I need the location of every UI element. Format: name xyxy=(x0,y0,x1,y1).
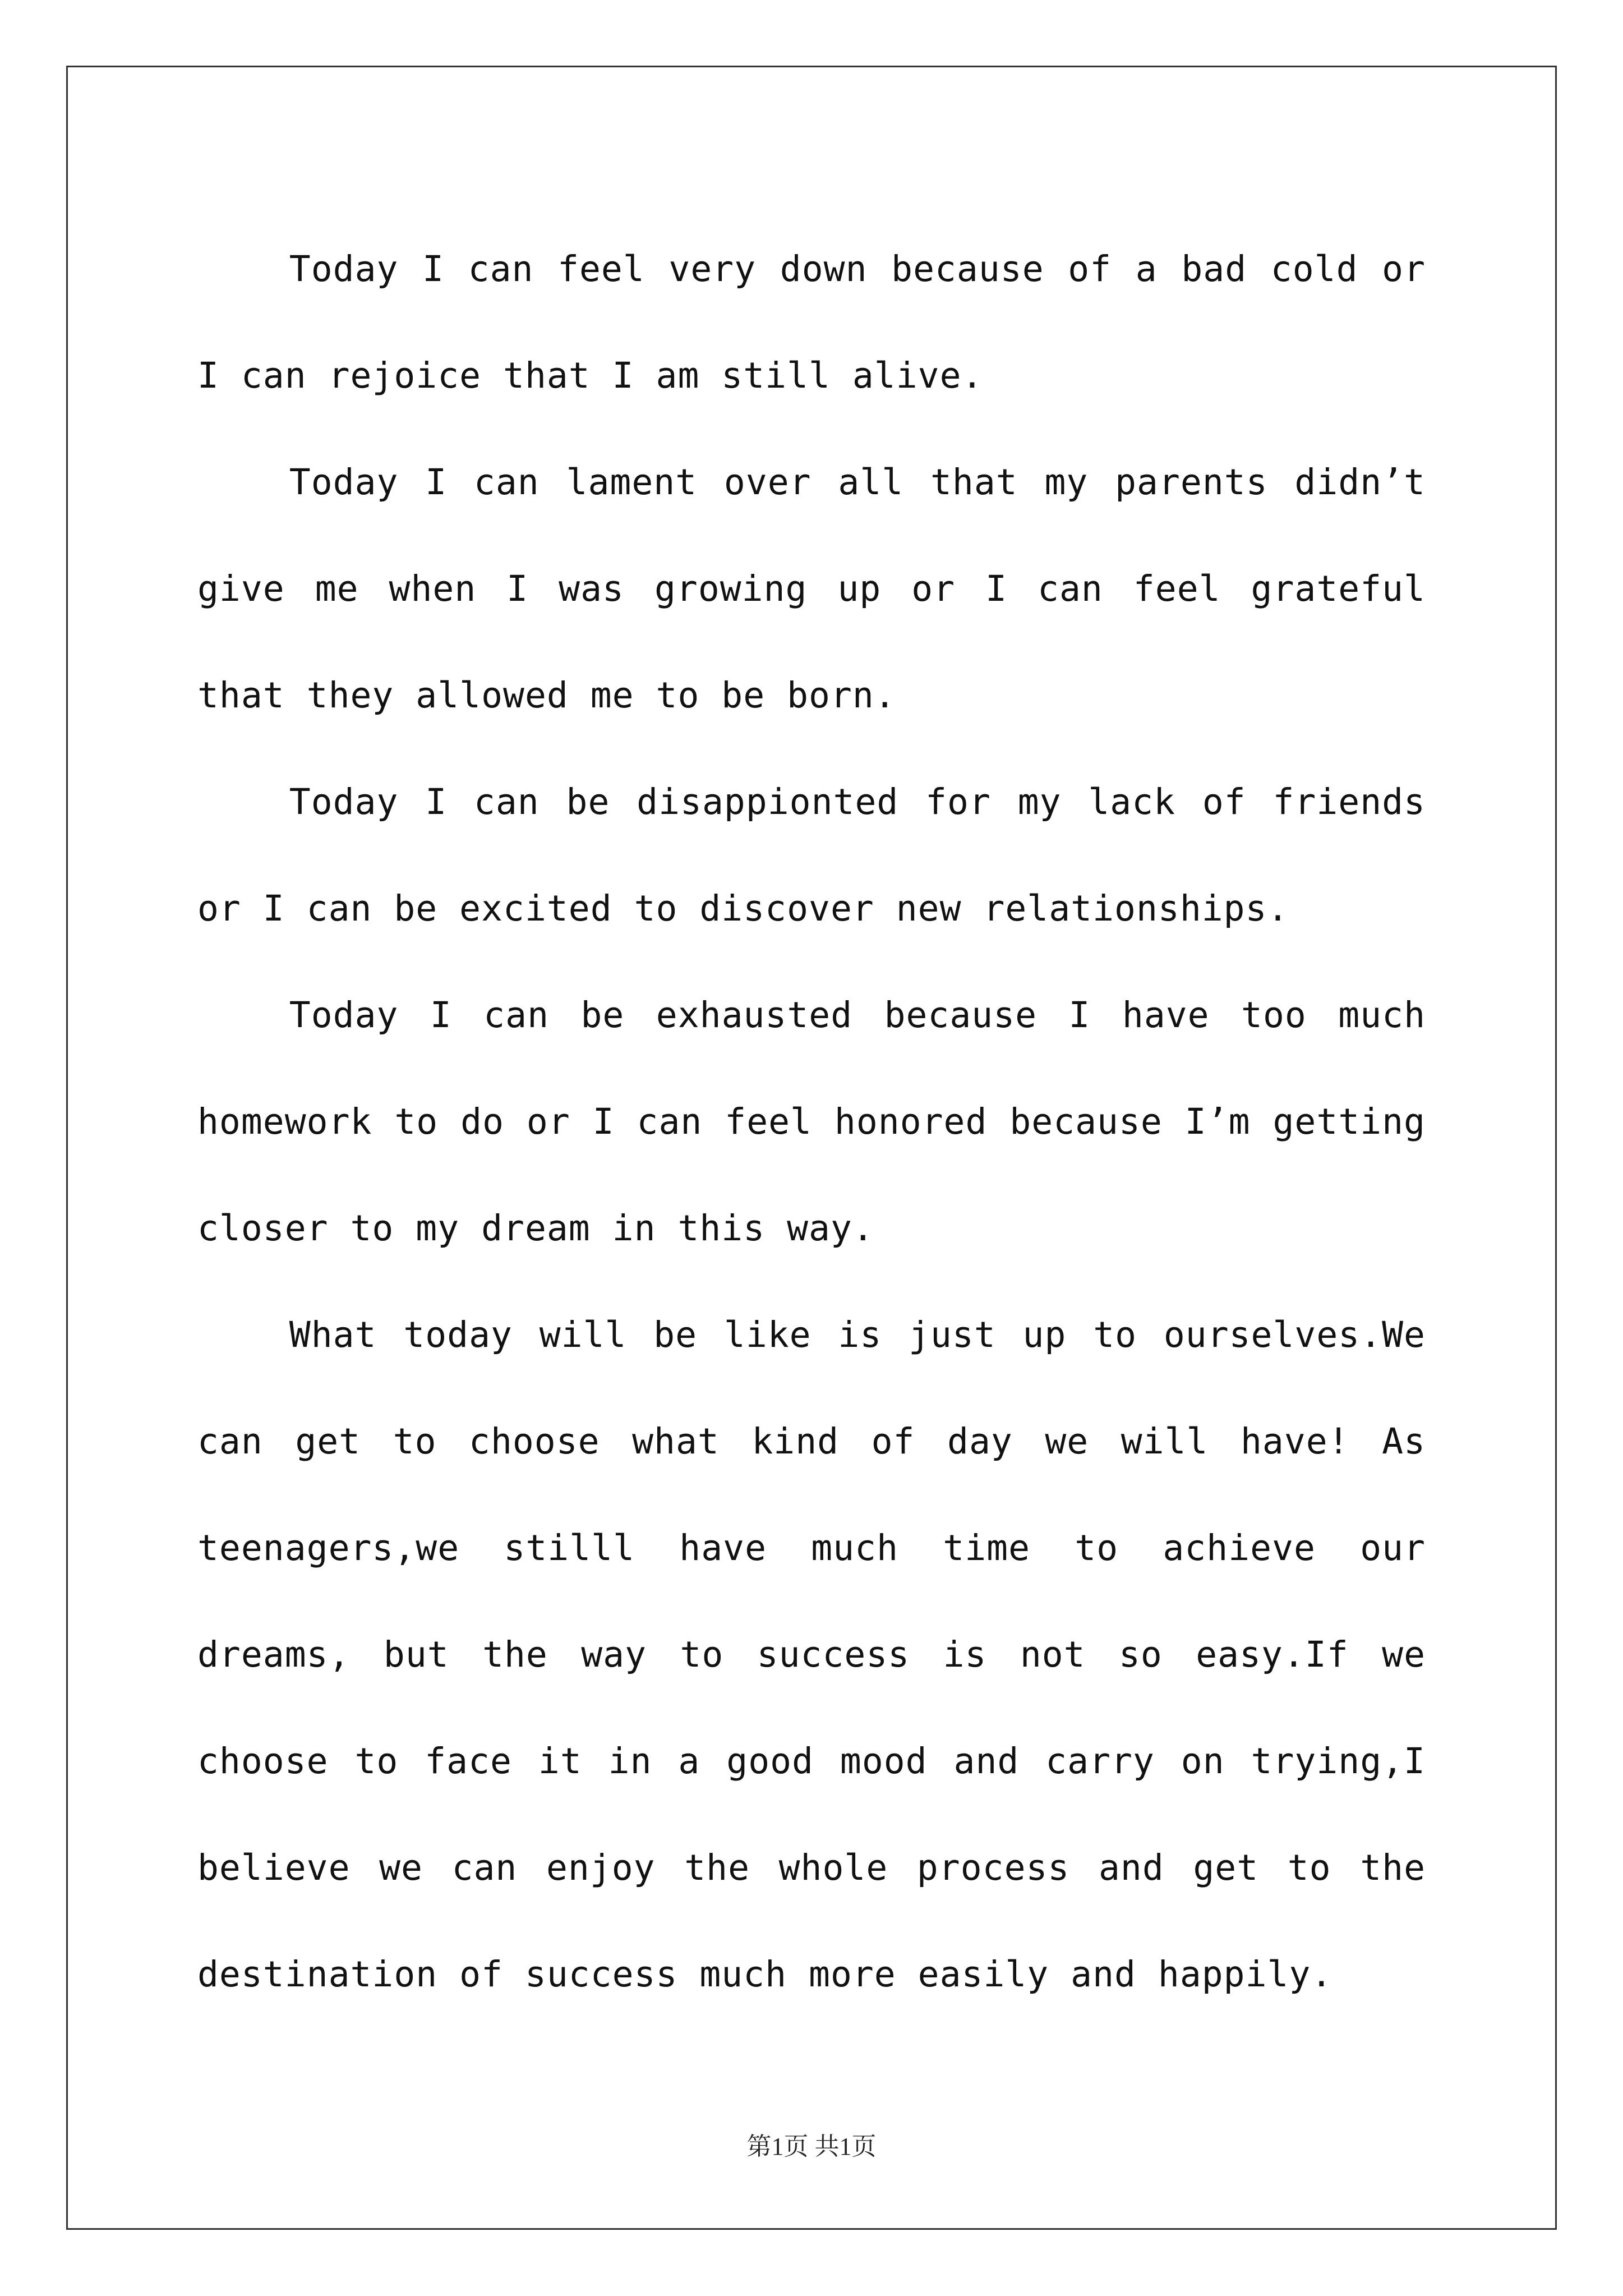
paragraph-4: Today I can be exhausted because I have too much homework to do or I can feel honored because I’m getting closer to my dream in this way. xyxy=(197,995,1426,1249)
paragraph-3: Today I can be disappionted for my lack of friends or I can be excited to discover new relationships. xyxy=(197,781,1426,929)
paragraph-1: Today I can feel very down because of a bad cold or I can rejoice that I am still alive. xyxy=(197,249,1426,396)
paragraph-2: Today I can lament over all that my parents didn’t give me when I was growing up or I can feel grateful that they allowed me to be born. xyxy=(197,462,1426,716)
page-number-footer: 第1页 共1页 xyxy=(746,2133,877,2160)
paragraph-5: What today will be like is just up to ourselves.We can get to choose what kind of day we will have! As teenagers,we stilll have much time to achieve our dreams, but the way to success is not so easy.If we choose to face it in a good mood and carry on trying,I believe we can enjoy the whole process and get to the destination of success much more easily and happily. xyxy=(197,1314,1426,1995)
document-body xyxy=(197,216,1426,2028)
